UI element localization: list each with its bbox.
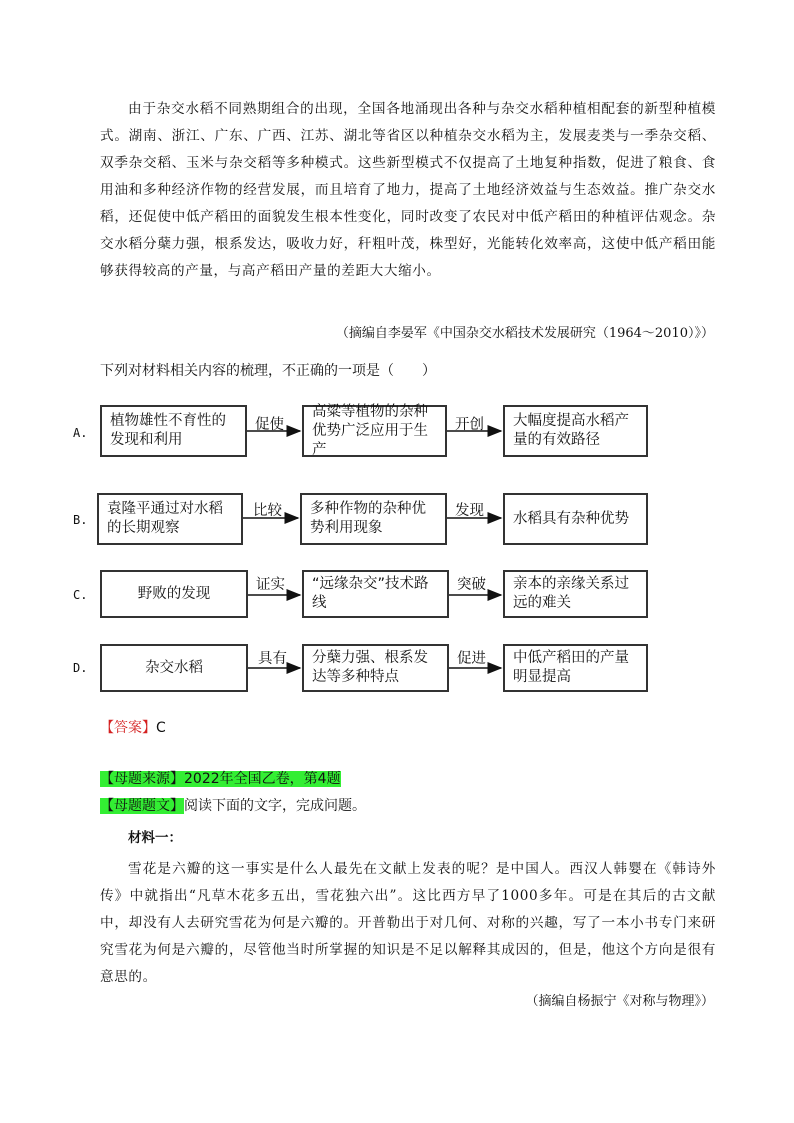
- option-a-box-1: 植物雄性不育性的发现和利用: [100, 405, 247, 457]
- option-b-box-2: 多种作物的杂种优势利用现象: [300, 493, 447, 545]
- option-d-box-3: 中低产稻田的产量明显提高: [503, 644, 648, 692]
- answer-tag: 【答案】: [100, 720, 156, 736]
- option-d-letter: D.: [73, 661, 88, 675]
- question-stem: 下列对材料相关内容的梳理，不正确的一项是（ ）: [100, 363, 436, 379]
- option-a-letter: A.: [73, 426, 88, 440]
- material-label: 材料一：: [128, 830, 182, 846]
- option-c-box-3: 亲本的亲缘关系过远的难关: [503, 570, 648, 618]
- mother-source-line: [100, 768, 341, 788]
- option-c-box-2: “远缘杂交”技术路线: [302, 570, 449, 618]
- option-d-rel-1: 具有: [258, 651, 287, 667]
- option-b-rel-1: 比较: [253, 503, 282, 519]
- option-b-box-1: 袁隆平通过对水稻的长期观察: [97, 493, 243, 545]
- mother-text-line: [100, 795, 366, 815]
- passage-1: 由于杂交水稻不同熟期组合的出现，全国各地涌现出各种与杂交水稻种植相配套的新型种植模式。湖南、浙江、广东、广西、江苏、湖北等省区以种植杂交水稻为主，发展麦类与一季杂交稻、双季杂交稻、玉米与杂交稻等多种模式。这些新型模式不仅提高了土地复种指数，促进了粮食、食用油和多种经济作物的经营发展，而且培育了地力，提高了土地经济效益与生态效益。推广杂交水稻，还促使中低产稻田的面貌发生根本性变化，同时改变了农民对中低产稻田的种植评估观念。杂交水稻分蘖力强，根系发达，吸收力好，秆粗叶茂，株型好，光能转化效率高，这使中低产稻田能够获得较高的产量，与高产稻田产量的差距大大缩小。: [100, 101, 716, 279]
- passage-2-source: （摘编自杨振宁《对称与物理》）: [525, 994, 714, 1009]
- passage-2: 雪花是六瓣的这一事实是什么人最先在文献上发表的呢？是中国人。西汉人韩婴在《韩诗外传》中就指出“凡草木花多五出，雪花独六出”。这比西方早了1000多年。可是在其后的古文献中，却没有人去研究雪花为何是六瓣的。开普勒出于对几何、对称的兴趣，写了一本小书专门来研究雪花为何是六瓣的，尽管他当时所掌握的知识是不足以解释其成因的，但是，他这个方向是很有意思的。: [100, 861, 716, 985]
- option-d-rel-2: 促进: [457, 651, 486, 667]
- option-b-letter: B.: [73, 513, 88, 527]
- mother-source-num: 4: [317, 771, 327, 787]
- mother-source-text-2: 题: [326, 771, 341, 787]
- option-c-rel-2: 突破: [457, 577, 486, 593]
- answer-value: C: [156, 720, 166, 736]
- passage-1-source: （摘编自李晏军《中国杂交水稻技术发展研究（1964～2010）》）: [335, 326, 714, 341]
- answer-line: [100, 717, 166, 737]
- option-b-box-3: 水稻具有杂种优势: [503, 493, 648, 545]
- option-a-rel-1: 促使: [255, 417, 284, 433]
- mother-text-body: 阅读下面的文字，完成问题。: [184, 798, 366, 814]
- mother-source-year: 2022: [184, 771, 220, 787]
- option-d-box-1: 杂交水稻: [100, 644, 248, 692]
- mother-source-tag: 【母题来源】: [100, 771, 184, 787]
- option-c-box-1: 野败的发现: [100, 570, 248, 618]
- option-c-rel-1: 证实: [256, 577, 285, 593]
- option-b-rel-2: 发现: [455, 503, 484, 519]
- mother-source-text-1: 年全国乙卷，第: [219, 771, 318, 787]
- option-d-box-2: 分蘖力强、根系发达等多种特点: [302, 644, 449, 692]
- option-c-letter: C.: [73, 588, 88, 602]
- option-a-box-2: 高粱等植物的杂种优势广泛应用于生产: [302, 405, 447, 457]
- option-a-rel-2: 开创: [455, 417, 484, 433]
- option-a-box-3: 大幅度提高水稻产量的有效路径: [503, 405, 648, 457]
- mother-text-tag: 【母题题文】: [100, 798, 184, 814]
